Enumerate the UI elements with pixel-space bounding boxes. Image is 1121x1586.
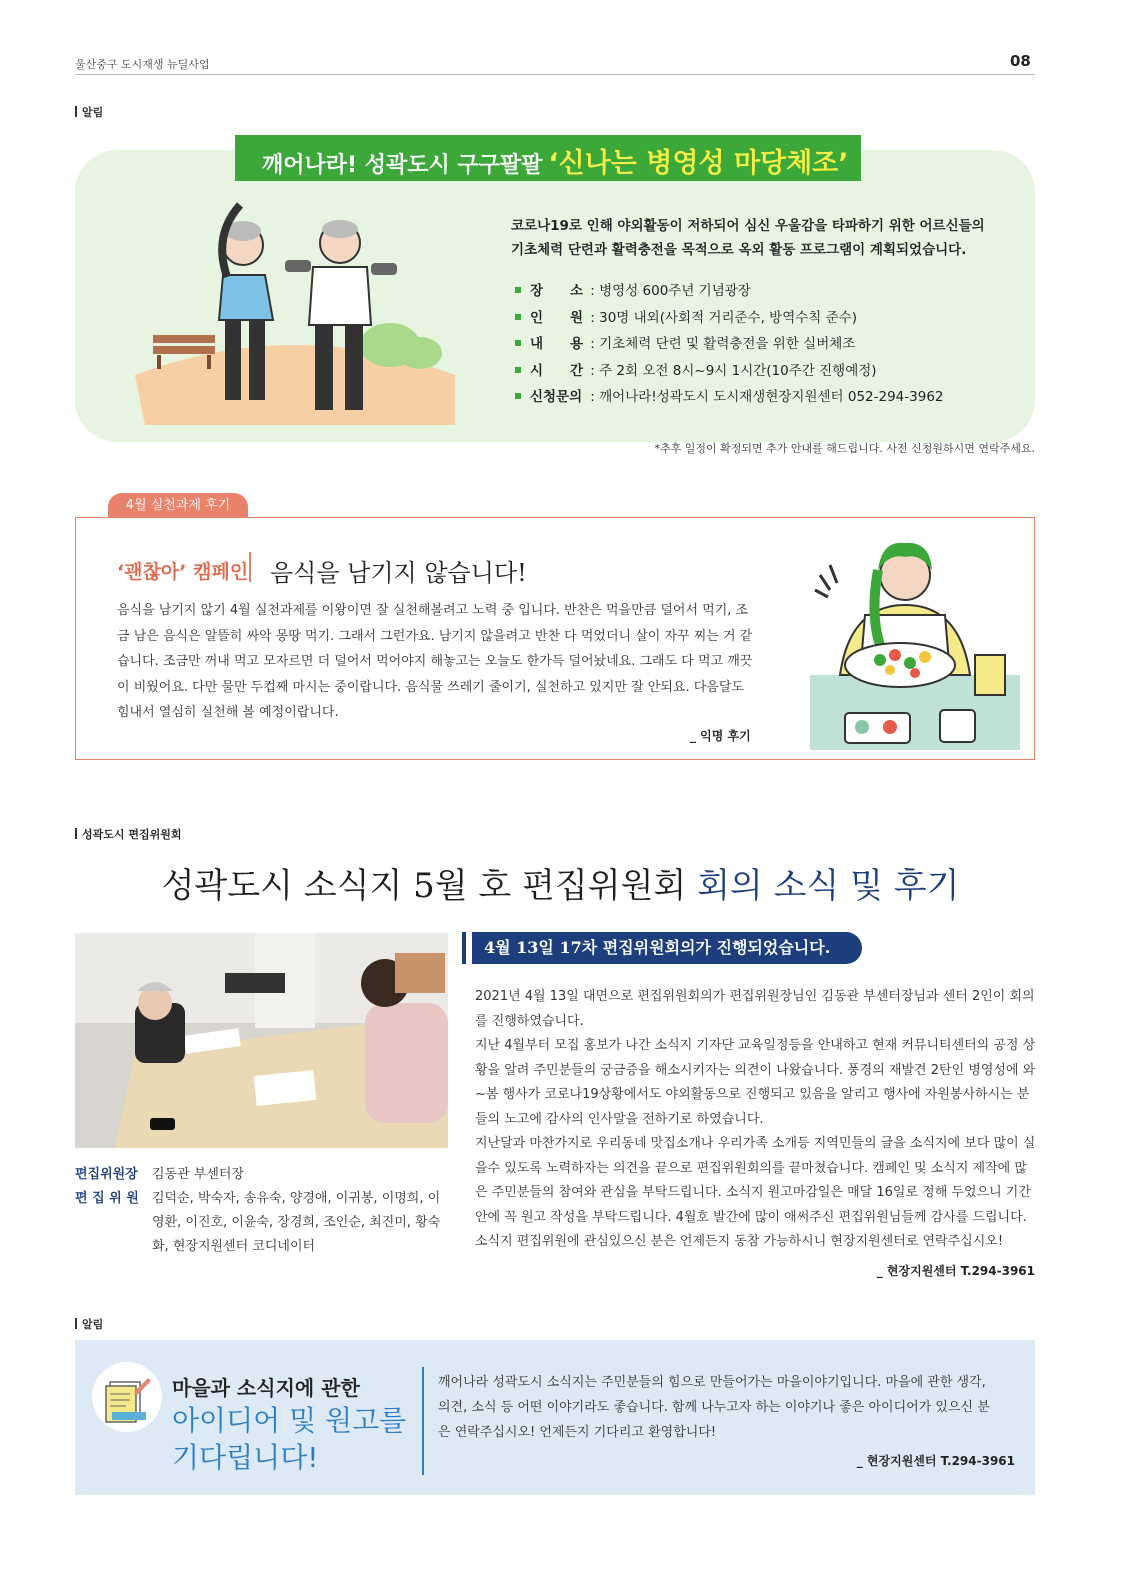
header-title: 울산중구 도시재생 뉴딜사업 — [75, 58, 210, 71]
review-divider — [249, 552, 251, 582]
notice-item-label: 내 용 — [530, 336, 584, 352]
meeting-paragraph: 2021년 4월 13일 대면으로 편집위원회의가 편집위원장님인 김동관 부센터장님과 센터 2인이 회의를 진행하였습니다. — [475, 989, 1035, 1029]
meeting-photo — [75, 933, 448, 1148]
notice-item-label: 장 소 — [530, 283, 584, 299]
notice-item — [515, 305, 944, 332]
role-row — [75, 1163, 442, 1187]
meeting-signature: _ 현장지원센터 T.294-3961 — [876, 1264, 1035, 1278]
meeting-title-main: 성곽도시 소식지 5월 호 편집위원회 — [161, 866, 698, 906]
notice-item-label: 신청문의 — [530, 389, 583, 405]
notice-footnote: *추후 일정이 확정되면 추가 안내를 해드립니다. 사전 신청원하시면 연락주세요. — [654, 442, 1035, 455]
exercise-illustration — [135, 195, 465, 435]
notice-details — [515, 278, 944, 411]
idea-title-accent: 아이디어 및 원고를 기다립니다! — [172, 1404, 407, 1474]
meeting-sub-banner: 4월 13일 17차 편집위원회의가 진행되었습니다. — [472, 932, 862, 964]
section-label-committee: 성곽도시 편집위원회 — [75, 826, 181, 842]
campaign-name: ‘괜찮아’ 캠페인 — [117, 561, 249, 583]
notice-item-label: 시 간 — [530, 362, 584, 379]
idea-title: 마을과 소식지에 관한 — [172, 1376, 360, 1400]
sub-banner-bar — [462, 932, 466, 964]
idea-divider — [422, 1367, 424, 1475]
notice-item-value: : 병영성 600주년 기념광장 — [586, 283, 751, 299]
document-icon-graphic — [92, 1362, 162, 1432]
role-row — [75, 1187, 442, 1259]
review-body: 음식을 남기지 않기 4월 실천과제를 이왕이면 잘 실천해볼려고 노력 중 입니다. 반찬은 먹을만큼 덜어서 먹기, 조금 남은 음식은 알뜰히 싸악 몽땅 먹기. 그래서 그런가요. 남기지 않을려고 반찬 다 먹었더니 살이 자꾸 찌는 거 같습니다. 조금만 꺼내 먹고 모자르면 더 덜어서 먹어야지 해놓고는 오늘도 한가득 덜어놨네요. 그래도 다 먹고 깨끗이 비웠어요. 다만 물만 두컵째 마시는 중이랍니다. 음식물 쓰레기 줄이기, 실천하고 있지만 잘 안되요. 다음달도 힘내서 열심히 실천해 볼 예정이랍니다. — [117, 603, 753, 720]
notice-item-value: : 깨어나라!성곽도시 도시재생현장지원센터 052-294-3962 — [586, 389, 944, 405]
notice-item-value: : 기초체력 단련 및 활력충전을 위한 실버체조 — [586, 336, 856, 352]
role-label: 편 집 위 원 — [75, 1191, 139, 1206]
notice-item-value: : 30명 내외(사회적 거리준수, 방역수칙 준수) — [586, 309, 857, 326]
bullet-icon — [515, 287, 521, 293]
role-label: 편집위원장 — [75, 1167, 138, 1182]
notice-item — [515, 384, 944, 411]
document-icon — [92, 1362, 162, 1432]
review-signature: _ 익명 후기 — [690, 729, 751, 743]
meeting-body — [475, 985, 1037, 1255]
notice-item — [515, 278, 944, 305]
idea-signature: _ 현장지원센터 T.294-3961 — [856, 1454, 1015, 1468]
review-title: 음식을 남기지 않습니다! — [270, 559, 527, 587]
meeting-paragraph: 지난 4월부터 모집 홍보가 나간 소식지 기자단 교육일정등을 안내하고 현재 커뮤니티센터의 공정 상황을 알려 주민분들의 궁금증을 해소시키자는 의견이 나왔습니다. 풍경의 재발견 2탄인 병영성에 와~봄 행사가 코로나19상황에서도 야외활동으로 진행되고 있음을 알리고 행사에 자원봉사하시는 분들의 노고에 감사의 인사말을 전하기로 하였습니다. — [475, 1038, 1036, 1127]
section-label-bottom: 알림 — [75, 1316, 103, 1332]
bullet-icon — [515, 314, 521, 320]
notice-item — [515, 331, 944, 358]
banner-main: 깨어나라! 성곽도시 구구팔팔 — [262, 153, 543, 178]
header-divider — [75, 74, 1035, 75]
notice-intro: 코로나19로 인해 야외활동이 저하되어 심신 우울감을 타파하기 위한 어르신들의 기초체력 단련과 활력충전을 목적으로 옥외 활동 프로그램이 계획되었습니다. — [511, 218, 985, 258]
role-value: 김동관 부센터장 — [152, 1167, 245, 1182]
role-value: 김덕순, 박숙자, 송유숙, 양경애, 이귀봉, 이명희, 이영환, 이진호, 이윤숙, 장경희, 조인순, 최진미, 황숙화, 현장지원센터 코디네이터 — [152, 1191, 441, 1254]
notice-item — [515, 358, 944, 385]
bullet-icon — [515, 340, 521, 346]
banner-accent: ‘신나는 병영성 마당체조’ — [548, 148, 849, 179]
section-label-notice: 알림 — [75, 104, 103, 120]
committee-roles — [75, 1163, 442, 1259]
meeting-title — [0, 858, 1121, 907]
meeting-title-accent: 회의 소식 및 후기 — [697, 866, 960, 906]
notice-item-label: 인 원 — [530, 309, 584, 326]
notice-banner-text — [262, 141, 849, 180]
eating-illustration — [790, 535, 1020, 750]
bullet-icon — [515, 393, 521, 399]
page-number: 08 — [1010, 52, 1031, 70]
review-tab: 4월 실천과제 후기 — [108, 493, 248, 518]
notice-item-value: : 주 2회 오전 8시~9시 1시간(10주간 진행예정) — [586, 362, 877, 379]
meeting-paragraph: 지난달과 마찬가지로 우리동네 맛집소개나 우리가족 소개등 지역민들의 글을 소식지에 보다 많이 실을수 있도록 노력하자는 의견을 끝으로 편집위원회의를 끝마쳤습니다. 캠페인 및 소식지 제작에 많은 주민분들의 참여와 관심을 부탁드립니다. 소식지 원고마감일은 매달 16일로 정해 두었으니 기간안에 꼭 원고 작성을 부탁드립니다. 4월호 발간에 많이 애써주신 편집위원님들께 감사를 드립니다. 소식지 편집위원에 관심있으신 분은 언제든지 동참 가능하시니 현장지원센터로 연락주십시오! — [475, 1136, 1036, 1249]
bullet-icon — [515, 367, 521, 373]
idea-body: 깨어나라 성곽도시 소식지는 주민분들의 힘으로 만들어가는 마을이야기입니다. 마을에 관한 생각, 의견, 소식 등 어떤 이야기라도 좋습니다. 함께 나누고자 하는 이야기나 좋은 아이디어가 있으신 분은 연락주십시오! 언제든지 기다리고 환영합니다! — [438, 1375, 990, 1440]
